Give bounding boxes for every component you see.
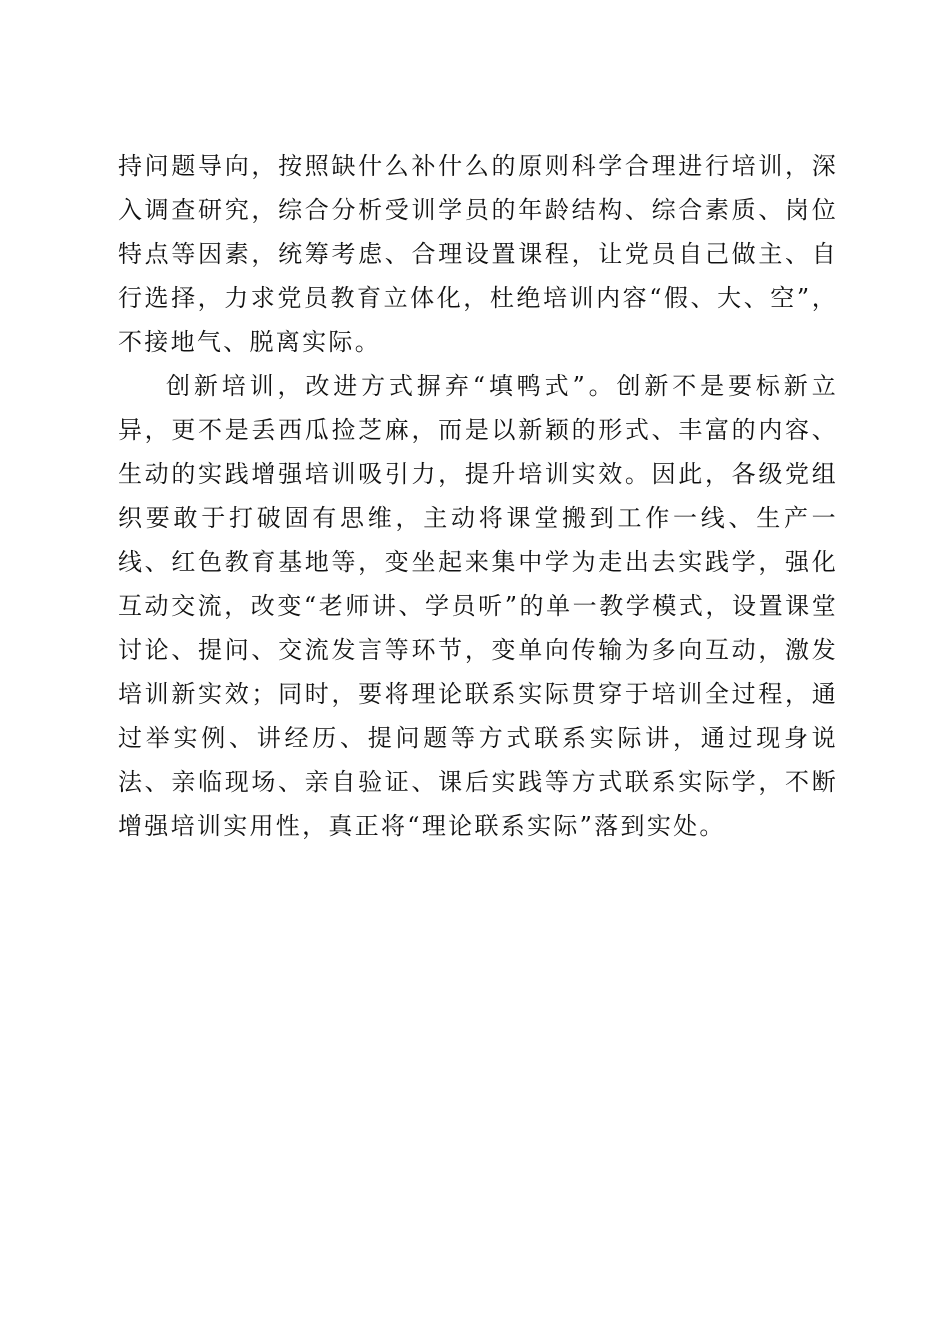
document-body (118, 144, 838, 848)
paragraph-innovative-training: 创新培训，改进方式摒弃“填鸭式”。创新不是要标新立异，更不是丢西瓜捡芝麻，而是以新颖的形式、丰富的内容、生动的实践增强培训吸引力，提升培训实效。因此，各级党组织要敢于打破固有思维，主动将课堂搬到工作一线、生产一线、红色教育基地等，变坐起来集中学为走出去实践学，强化互动交流，改变“老师讲、学员听”的单一教学模式，设置课堂讨论、提问、交流发言等环节，变单向传输为多向互动，激发培训新实效；同时，要将理论联系实际贯穿于培训全过程，通过举实例、讲经历、提问题等方式联系实际讲，通过现身说法、亲临现场、亲自验证、课后实践等方式联系实际学，不断增强培训实用性，真正将“理论联系实际”落到实处。 (118, 372, 838, 840)
paragraph-continuation: 持问题导向，按照缺什么补什么的原则科学合理进行培训，深入调查研究，综合分析受训学员的年龄结构、综合素质、岗位特点等因素，统筹考虑、合理设置课程，让党员自己做主、自行选择，力求党员教育立体化，杜绝培训内容“假、大、空”，不接地气、脱离实际。 (118, 152, 838, 356)
